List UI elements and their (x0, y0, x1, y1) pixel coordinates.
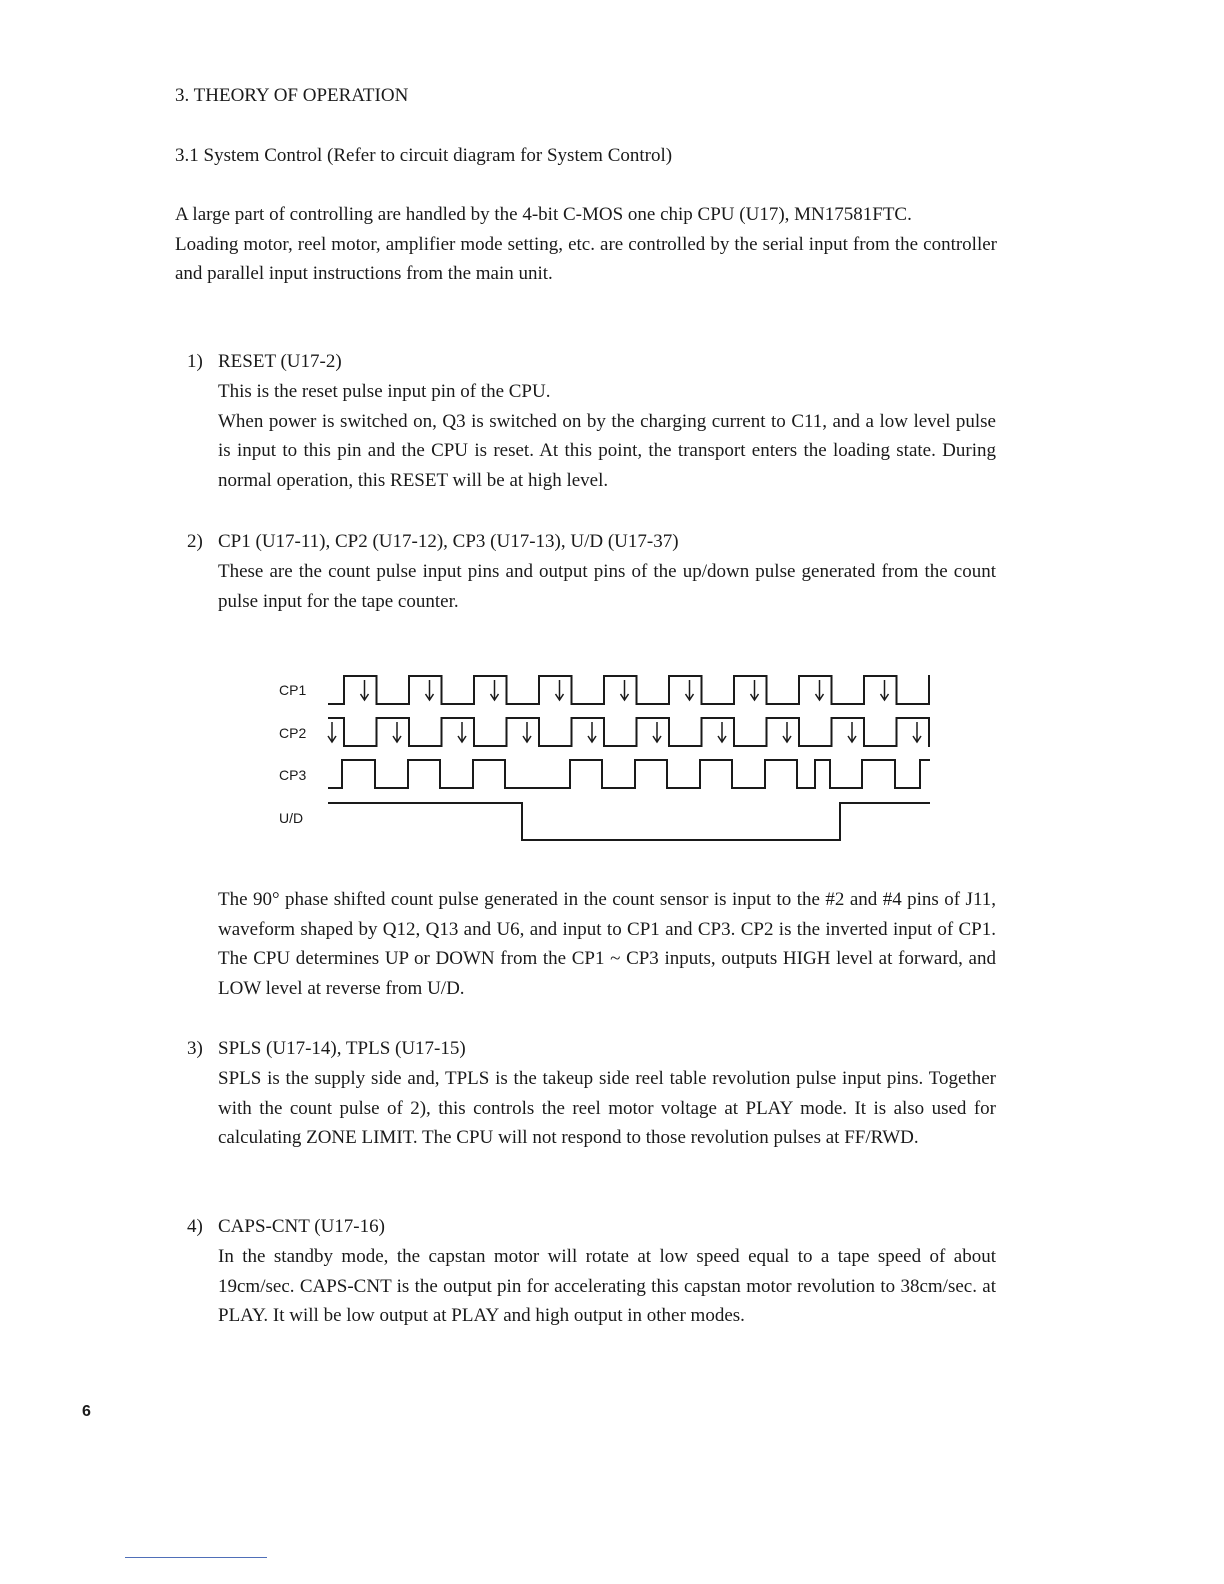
item-2-body (218, 557, 996, 616)
ud-waveform (328, 803, 930, 840)
item-4-title-text: CAPS-CNT (U17-16) (218, 1216, 385, 1237)
item-2-title-text: CP1 (U17-11), CP2 (U17-12), CP3 (U17-13), U/D (U17-37) (218, 531, 679, 552)
timing-diagram (270, 660, 935, 850)
item-1-line-2: When power is switched on, Q3 is switched on by the charging current to C11, and a low level pulse is input to this pin and the CPU is reset. At this point, the transport enters the loading state. During normal operation, this RESET will be at high level. (218, 410, 996, 491)
item-2-title (187, 527, 679, 557)
item-4-number: 4) (187, 1216, 203, 1237)
item-3-title-text: SPLS (U17-14), TPLS (U17-15) (218, 1038, 466, 1059)
subsection-heading: 3.1 System Control (Refer to circuit diagram for System Control) (175, 145, 673, 166)
page-number: 6 (82, 1403, 91, 1420)
item-4-line-1: In the standby mode, the capstan motor will rotate at low speed equal to a tape speed of about 19cm/sec. CAPS-CNT is the output pin for accelerating this capstan motor revolution to 38cm/sec. at PLAY. It will be low output at PLAY and high output in other modes. (218, 1246, 996, 1326)
item-1-number: 1) (187, 351, 203, 372)
item-3-body (218, 1064, 996, 1153)
signal-label-cp2: CP2 (279, 725, 307, 741)
item-3-title (187, 1034, 466, 1064)
section-heading: 3. THEORY OF OPERATION (175, 85, 409, 106)
footer-rule (125, 1557, 267, 1558)
cp3-waveform (328, 760, 930, 788)
item-1-title-text: RESET (U17-2) (218, 351, 342, 372)
item-1-title (187, 347, 342, 377)
item-1-body (218, 377, 996, 495)
item-2-explanation: The 90° phase shifted count pulse generated in the count sensor is input to the #2 and #4 pins of J11, waveform shaped by Q12, Q13 and U6, and input to CP1 and CP3. CP2 is the inverted input of CP1. The CPU determines UP or DOWN from the CP1 ~ CP3 inputs, outputs HIGH level at forward, and LOW level at reverse from U/D. (218, 889, 996, 999)
item-3-number: 3) (187, 1038, 203, 1059)
intro-paragraph-1: A large part of controlling are handled by the 4-bit C-MOS one chip CPU (U17), MN17581FTC. (175, 204, 912, 225)
item-3-line-1: SPLS is the supply side and, TPLS is the takeup side reel table revolution pulse input pins. Together with the count pulse of 2), this controls the reel motor voltage at PLAY mode. It is also used for calculating ZONE LIMIT. The CPU will not respond to those revolution pulses at FF/RWD. (218, 1068, 996, 1148)
intro-paragraph-2: Loading motor, reel motor, amplifier mode setting, etc. are controlled by the serial input from the controller and parallel input instructions from the main unit. (175, 233, 997, 284)
cp1-edge-arrows (361, 680, 889, 700)
item-1-line-1: This is the reset pulse input pin of the CPU. (218, 381, 551, 402)
intro-text (175, 200, 997, 289)
item-2-number: 2) (187, 531, 203, 552)
item-2-line-1: These are the count pulse input pins and output pins of the up/down pulse generated from the count pulse input for the tape counter. (218, 561, 996, 612)
item-4-body (218, 1242, 996, 1331)
cp1-waveform (328, 676, 930, 704)
cp2-waveform (328, 718, 930, 746)
signal-label-cp3: CP3 (279, 767, 307, 783)
signal-label-cp1: CP1 (279, 682, 307, 698)
signal-label-ud: U/D (279, 810, 304, 826)
item-4-title (187, 1212, 385, 1242)
